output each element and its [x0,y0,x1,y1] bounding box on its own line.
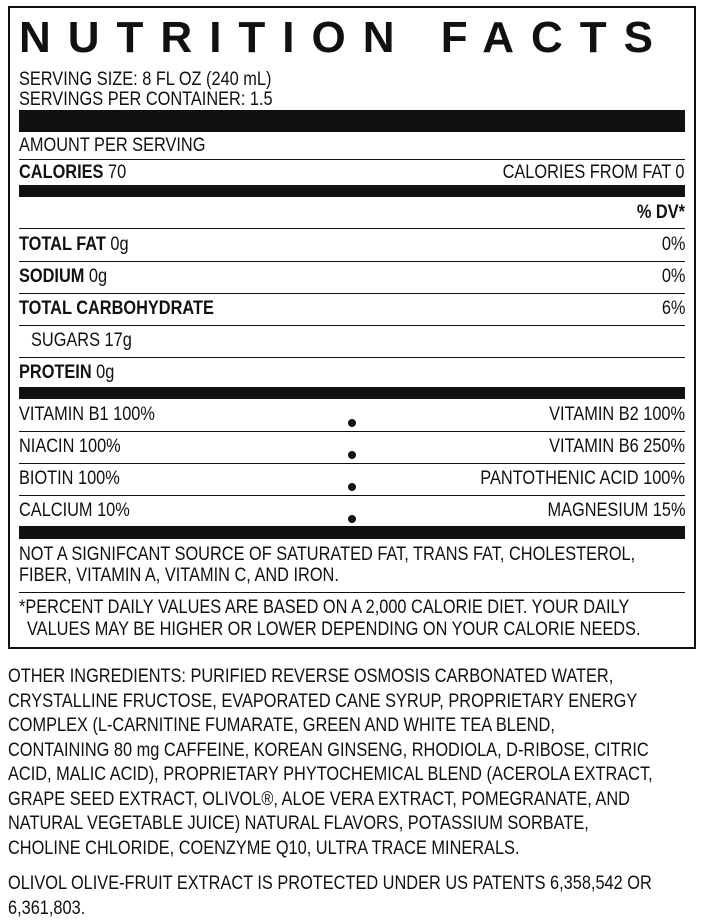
dv-header: % DV* [636,202,685,223]
vitamin-left: BIOTIN 100% [19,468,120,489]
vitamin-right: MAGNESIUM 15% [546,500,685,521]
not-significant-line-2: FIBER, VITAMIN A, VITAMIN C, AND IRON. [19,565,339,586]
nutrient-amount: 0g [96,362,115,383]
divider [19,431,685,432]
nutrient-amount: 0g [110,234,129,255]
patent-line: 6,361,803. [8,897,86,919]
ingredients-line: ACID, MALIC ACID), PROPRIETARY PHYTOCHEMICAL BLEND (ACEROLA EXTRACT, [8,764,653,785]
calories-from-fat: CALORIES FROM FAT 0 [503,162,685,183]
divider [19,228,685,229]
vitamin-left: VITAMIN B1 100% [19,404,155,425]
divider [19,159,685,160]
calories-line [19,162,126,184]
calories-label: CALORIES [19,162,104,183]
nutrient-name: SODIUM [19,266,85,287]
bullet-icon [348,475,356,497]
nutrient-name: TOTAL FAT [19,234,106,255]
medium-divider [19,387,685,399]
ingredients [8,665,698,861]
vitamin-left: NIACIN 100% [19,436,121,457]
nutrient-protein [19,362,114,384]
ingredients-line: CONTAINING 80 mg CAFFEINE, KOREAN GINSENG, RHODIOLA, D-RIBOSE, CITRIC [8,739,649,761]
ingredients-line: CRYSTALLINE FRUCTOSE, EVAPORATED CANE SYRUP, PROPRIETARY ENERGY [8,690,638,712]
nutrient-dv: 6% [661,298,685,319]
nutrient-name: SUGARS [31,330,101,351]
nutrient-total-carbohydrate [19,298,214,320]
nutrient-amount: 17g [104,330,132,351]
amount-per-serving: AMOUNT PER SERVING [19,135,206,156]
nutrient-sugars [31,330,132,352]
ingredients-line: OTHER INGREDIENTS: PURIFIED REVERSE OSMOSIS CARBONATED WATER, [8,666,614,687]
ingredients-line: COMPLEX (L-CARNITINE FUMARATE, GREEN AND WHITE TEA BLEND, [8,715,555,736]
medium-divider [19,185,685,197]
nutrient-dv: 0% [661,234,685,255]
servings-per-container: SERVINGS PER CONTAINER: 1.5 [19,89,273,110]
bullet-icon [348,443,356,465]
divider [19,261,685,262]
medium-divider [19,526,685,539]
divider [19,463,685,464]
divider [19,357,685,358]
vitamin-right: VITAMIN B2 100% [549,404,685,425]
vitamin-left: CALCIUM 10% [19,500,130,521]
nutrient-amount: 0g [88,266,108,287]
nutrient-total-fat [19,234,129,256]
vitamin-right: PANTOTHENIC ACID 100% [480,468,685,489]
patent-line: OLIVOL OLIVE-FRUIT EXTRACT IS PROTECTED UNDER US PATENTS 6,358,542 OR [8,873,652,894]
thick-divider [19,110,685,132]
divider [19,495,685,496]
vitamin-right: VITAMIN B6 250% [549,436,685,457]
divider [19,325,685,326]
patent-notice [8,872,698,921]
nutrient-dv: 0% [661,266,685,287]
divider [19,592,685,593]
nutrient-sodium [19,266,107,288]
panel-title: NUTRITION FACTS [19,13,670,62]
divider [19,293,685,294]
nutrition-facts-panel [8,6,696,649]
calories-value: 70 [107,162,127,183]
ingredients-line: CHOLINE CHLORIDE, COENZYME Q10, ULTRA TRACE MINERALS. [8,837,520,859]
footnote-line-2: VALUES MAY BE HIGHER OR LOWER DEPENDING ON YOUR CALORIE NEEDS. [27,619,641,640]
serving-size: SERVING SIZE: 8 FL OZ (240 mL) [19,69,272,90]
not-significant-line-1: NOT A SIGNIFCANT SOURCE OF SATURATED FAT, TRANS FAT, CHOLESTEROL, [19,544,636,565]
bullet-icon [348,411,356,433]
ingredients-line: NATURAL VEGETABLE JUICE) NATURAL FLAVORS, POTASSIUM SORBATE, [8,813,589,834]
footnote-line-1: *PERCENT DAILY VALUES ARE BASED ON A 2,000 CALORIE DIET. YOUR DAILY [19,597,630,618]
nutrient-name: PROTEIN [19,362,92,383]
ingredients-line: GRAPE SEED EXTRACT, OLIVOL®, ALOE VERA EXTRACT, POMEGRANATE, AND [8,788,630,810]
nutrient-name: TOTAL CARBOHYDRATE [19,298,214,319]
